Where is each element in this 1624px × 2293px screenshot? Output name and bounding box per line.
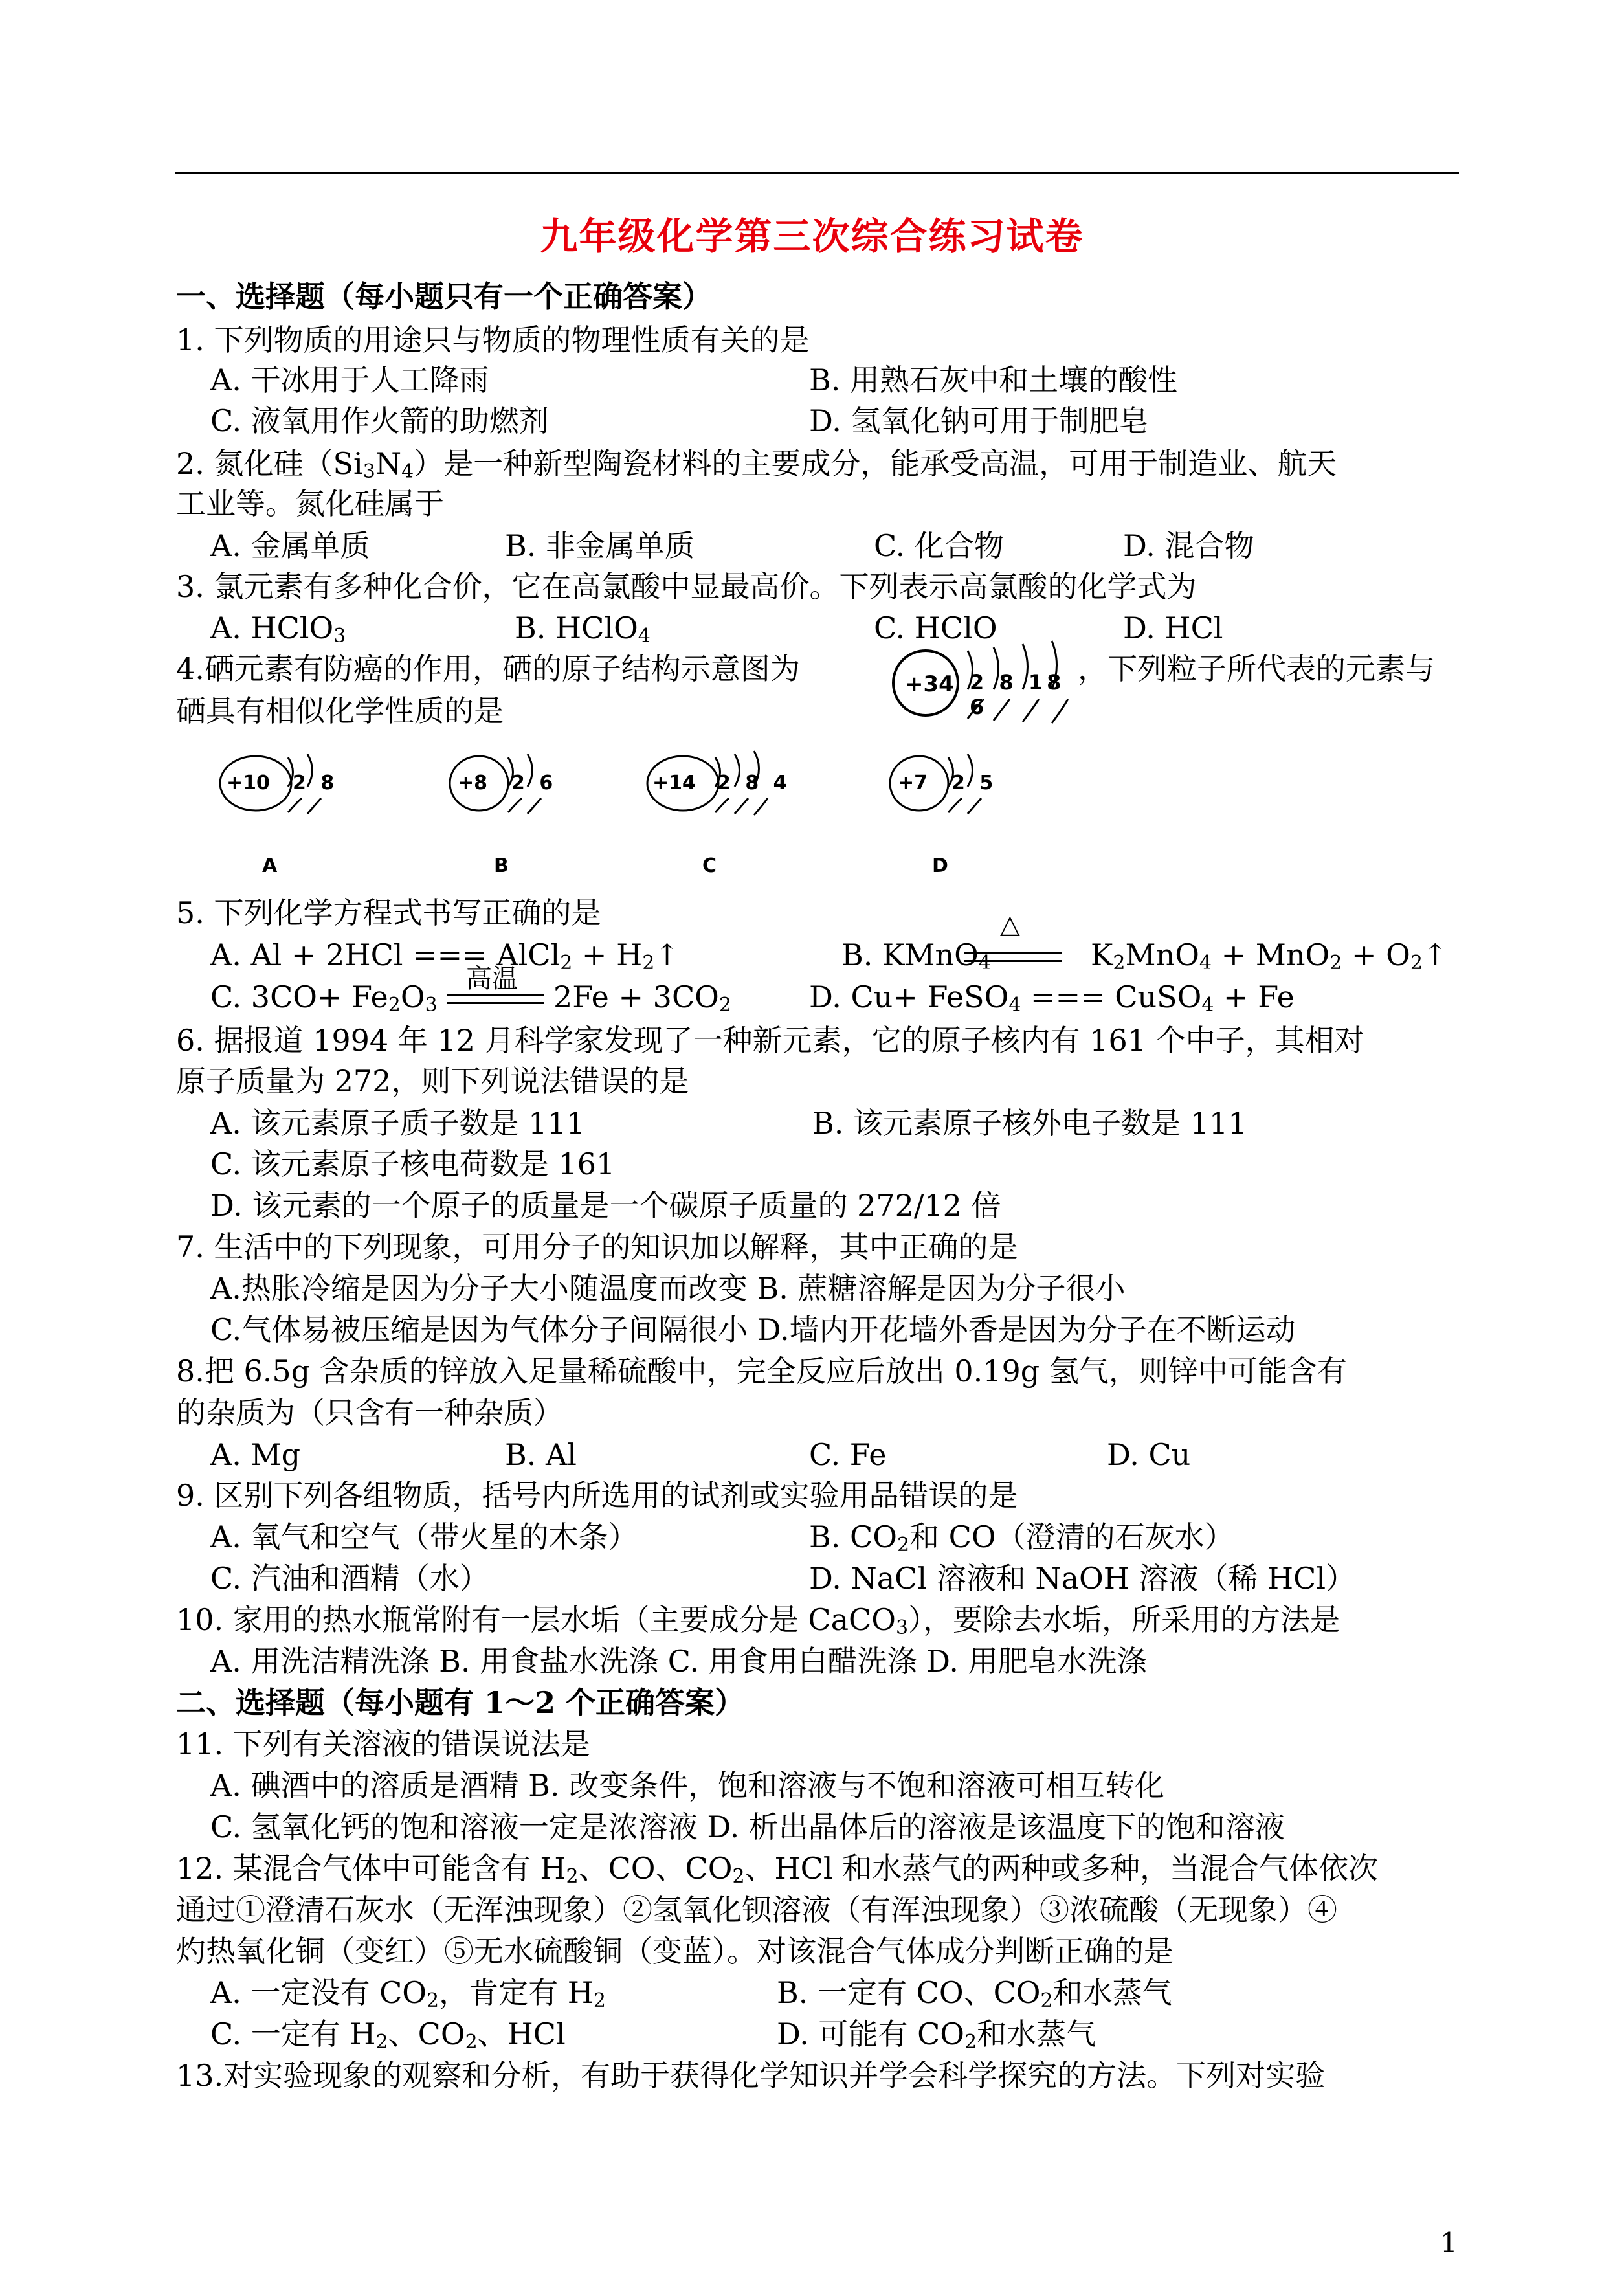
q5-option-c: C. $3CO+ Fe_2O_3$ [210, 979, 438, 1016]
q5-option-c-products: $2Fe + 3CO_2$ [553, 979, 731, 1016]
q9-option-d: D. NaCl 溶液和 NaOH 溶液（稀 HCl） [809, 1561, 1356, 1596]
q9-option-b: B. $CO_2$和 CO（澄清的石灰水） [809, 1519, 1234, 1556]
question-4-cont: 硒具有相似化学性质的是 [176, 693, 504, 728]
heat-symbol: △ [1000, 910, 1020, 939]
se-shells: 2 8 18 6 [970, 670, 1065, 719]
q8-option-b: B. Al [505, 1437, 577, 1472]
question-2-cont: 工业等。氮化硅属于 [176, 486, 444, 521]
section-heading-1: 一、选择题（每小题只有一个正确答案） [176, 279, 712, 314]
q6-option-c: C. 该元素原子核电荷数是 161 [210, 1146, 616, 1181]
q7-options-ab: A.热胀冷缩是因为分子大小随温度而改变 B. 蔗糖溶解是因为分子很小 [210, 1271, 1126, 1306]
q10-options: A. 用洗洁精洗涤 B. 用食盐水洗涤 C. 用食用白醋洗涤 D. 用肥皂水洗涤 [210, 1644, 1147, 1679]
top-rule [175, 172, 1459, 174]
q7-options-cd: C.气体易被压缩是因为气体分子间隔很小 D.墙内开花墙外香是因为分子在不断运动 [210, 1312, 1296, 1347]
q5-option-a: A. Al + 2HCl === AlCl$_2$ + $H_2↑$ [210, 937, 680, 974]
atom-label-b: B [494, 855, 509, 877]
q11-options-ab: A. 碘酒中的溶质是酒精 B. 改变条件，饱和溶液与不饱和溶液可相互转化 [210, 1768, 1165, 1803]
question-10: 10. 家用的热水瓶常附有一层水垢（主要成分是 CaCO$_3$），要除去水垢，所采用的方法是 [176, 1602, 1340, 1639]
q2-option-c: C. 化合物 [874, 528, 1004, 563]
q12-option-d: D. 可能有 $CO_2$和水蒸气 [777, 2017, 1096, 2053]
question-8: 8.把 6.5g 含杂质的锌放入足量稀硫酸中，完全反应后放出 0.19g 氢气，则锌中可能含有 [176, 1354, 1347, 1389]
question-11: 11. 下列有关溶液的错误说法是 [176, 1727, 590, 1762]
page-number: 1 [1440, 2227, 1458, 2259]
section-heading-2: 二、选择题（每小题有 1～2 个正确答案） [176, 1685, 745, 1720]
selenium-atom-diagram [887, 638, 1081, 728]
question-5: 5. 下列化学方程式书写正确的是 [176, 895, 601, 930]
high-temp-label: 高温 [466, 964, 518, 994]
q8-option-c: C. Fe [809, 1437, 887, 1472]
atom-label-c: C [702, 855, 717, 877]
question-4-tail: ，下列粒子所代表的元素与 [1078, 651, 1435, 686]
question-1: 1. 下列物质的用途只与物质的物理性质有关的是 [176, 322, 810, 357]
q6-option-d: D. 该元素的一个原子的质量是一个碳原子质量的 272/12 倍 [210, 1188, 1001, 1223]
q9-option-c: C. 汽油和酒精（水） [210, 1561, 489, 1596]
q9-option-a: A. 氧气和空气（带火星的木条） [210, 1519, 638, 1554]
q8-option-a: A. Mg [210, 1437, 301, 1472]
equation-double-line-2 [447, 994, 544, 1004]
q1-option-a: A. 干冰用于人工降雨 [210, 363, 489, 397]
question-7: 7. 生活中的下列现象，可用分子的知识加以解释，其中正确的是 [176, 1229, 1018, 1264]
atom-label-a: A [262, 855, 278, 877]
q1-option-d: D. 氢氧化钠可用于制肥皂 [809, 403, 1149, 438]
question-8-cont: 的杂质为（只含有一种杂质） [176, 1395, 563, 1430]
q1-option-c: C. 液氧用作火箭的助燃剂 [210, 403, 549, 438]
q5-option-b: B. KMnO$_4$ [841, 937, 991, 974]
question-9: 9. 区别下列各组物质，括号内所选用的试剂或实验用品错误的是 [176, 1478, 1018, 1513]
q5-option-b-products: $K_2MnO_4 + MnO_2$ + $O_2↑$ [1091, 937, 1448, 974]
q2-option-d: D. 混合物 [1123, 528, 1254, 563]
question-12: 12. 某混合气体中可能含有 $H_2$、CO、$CO_2$、HCl 和水蒸气的两种或多种，当混合气体依次 [176, 1851, 1379, 1888]
q5-option-d: D. Cu+ FeSO$_4$ === CuSO$_4$ + Fe [809, 979, 1295, 1016]
question-13: 13.对实验现象的观察和分析，有助于获得化学知识并学会科学探究的方法。下列对实验 [176, 2058, 1326, 2093]
question-3: 3. 氯元素有多种化合价，它在高氯酸中显最高价。下列表示高氯酸的化学式为 [176, 569, 1197, 604]
q12-option-a: A. 一定没有 $CO_2$，肯定有 $H_2$ [210, 1975, 606, 2012]
q6-option-b: B. 该元素原子核外电子数是 111 [812, 1106, 1247, 1141]
q12-option-c: C. 一定有 $H_2$、$CO_2$、HCl [210, 2017, 566, 2053]
q3-option-b: B. HClO$_4$ [515, 610, 651, 647]
equation-double-line [964, 952, 1062, 962]
atom-label-d: D [932, 855, 948, 877]
q3-option-a: A. HClO$_3$ [210, 610, 346, 647]
atom-option-b: +8 2 6 B [450, 741, 592, 890]
q11-options-cd: C. 氢氧化钙的饱和溶液一定是浓溶液 D. 析出晶体后的溶液是该温度下的饱和溶液 [210, 1809, 1285, 1844]
atom-option-a: +10 2 8 A [220, 741, 362, 890]
question-6-cont: 原子质量为 272，则下列说法错误的是 [176, 1064, 689, 1099]
q2-option-b: B. 非金属单质 [505, 528, 695, 563]
se-nucleus-charge: +34 [905, 671, 954, 697]
q2-option-a: A. 金属单质 [210, 528, 370, 563]
atom-option-d: +7 2 5 D [890, 741, 1032, 890]
question-12-line3: 灼热氧化铜（变红）⑤无水硫酸铜（变蓝）。对该混合气体成分判断正确的是 [176, 1934, 1174, 1969]
q8-option-d: D. Cu [1107, 1437, 1191, 1472]
q6-option-a: A. 该元素原子质子数是 111 [210, 1106, 585, 1141]
atom-option-c: +14 2 8 4 C [647, 741, 816, 890]
question-4: 4.硒元素有防癌的作用，硒的原子结构示意图为 [176, 651, 800, 686]
question-2: 2. 氮化硅$(Si_3N_4)$是一种新型陶瓷材料的主要成分，能承受高温，可用于制造业、航天 [176, 446, 1337, 483]
q3-option-d: D. HCl [1123, 610, 1223, 645]
q12-option-b: B. 一定有 CO、$CO_2$和水蒸气 [777, 1975, 1172, 2012]
page-title: 九年级化学第三次综合练习试卷 [540, 214, 1084, 258]
q3-option-c: C. HClO [874, 610, 997, 645]
question-6: 6. 据报道 1994 年 12 月科学家发现了一种新元素，它的原子核内有 161 个中子，其相对 [176, 1023, 1364, 1058]
q1-option-b: B. 用熟石灰中和土壤的酸性 [809, 363, 1178, 397]
question-12-line2: 通过①澄清石灰水（无浑浊现象）②氢氧化钡溶液（有浑浊现象）③浓硫酸（无现象）④ [176, 1892, 1337, 1927]
